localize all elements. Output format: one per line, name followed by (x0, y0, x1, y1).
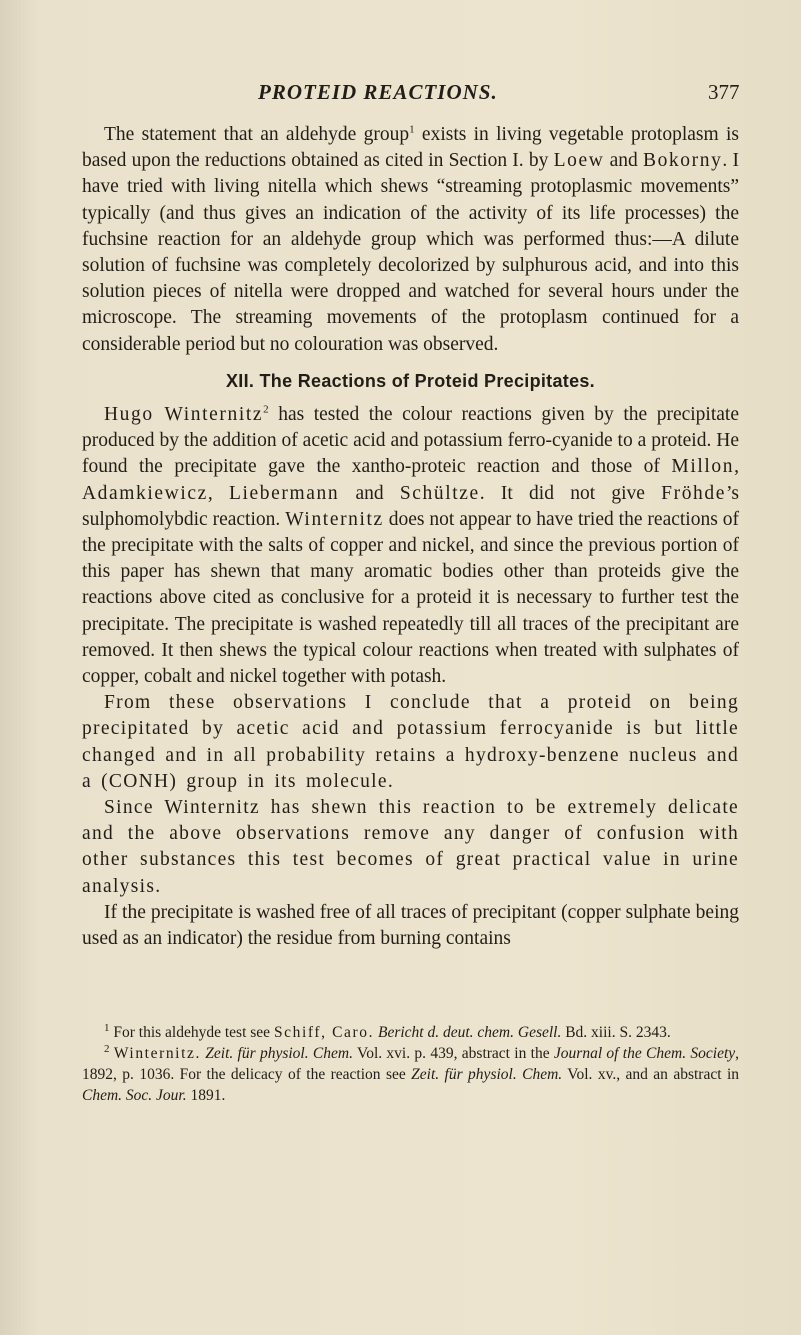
footnotes (82, 1022, 739, 1106)
page-number: 377 (708, 80, 740, 104)
paragraph-conclusion: From these observations I conclude that a proteid on being precipitated by acetic acid and potassium ferrocyanide is but little changed and in all probability retains a hydroxy-benzene nucleus and a (CONH) group in its molecule. (82, 692, 739, 792)
paragraph-aldehyde-test: The statement that an aldehyde group$^1$ exists in living vegetable protoplasm is based upon the reductions obtained as cited in Section I. by Loew and Bokorny. I have tried with living nitella which shews “streaming protoplasmic movements” typically (and thus gives an indication of the activity of its life processes) the fuchsine reaction for an aldehyde group which was performed thus:—A dilute solution of fuchsine was completely decolorized by sulphurous acid, and into this solution pieces of nitella were dropped and watched for several hours under the microscope. The streaming movements of the protoplasm continued for a considerable period but no colouration was observed. (82, 123, 740, 355)
body-text (82, 122, 739, 952)
paragraph-winternitz: Hugo Winternitz$^2$ has tested the colour reactions given by the precipitate produced by the addition of acetic acid and potassium ferro-cyanide to a proteid. He found the precipitate gave the xantho-proteic reaction and those of Millon, Adamkiewicz, Liebermann and Schültze. It did not give Fröhde’s sulphomolybdic reaction. Winternitz does not appear to have tried the reactions of the precipitate with the salts of copper and nickel, and since the previous portion of this paper has shewn that many aromatic bodies other than proteids give the reactions above cited as conclusive for a proteid it is necessary to further test the precipitate. The precipitate is washed repeatedly till all traces of the precipitant are removed. It then shews the typical colour reactions when treated with sulphates of copper, cobalt and nickel together with potash. (82, 403, 740, 688)
footnote-ref-1: 1 (409, 123, 415, 136)
footnote-1: $^1$ For this aldehyde test see Schiff, Caro. Bericht d. deut. chem. Gesell. Bd. xiii. S. 2343. (104, 1021, 671, 1041)
section-heading: XII. The Reactions of Proteid Precipitates. (226, 370, 595, 391)
paragraph-residue: If the precipitate is washed free of all traces of precipitant (copper sulphate being used as an indicator) the residue from burning contains (82, 901, 739, 950)
running-title: PROTEID REACTIONS. (258, 80, 498, 104)
paragraph-urine-analysis: Since Winternitz has shewn this reaction to be extremely delicate and the above observations remove any danger of confusion with other substances this test becomes of great practical value in urine analysis. (82, 797, 739, 897)
page-header (0, 80, 801, 110)
footnote-2: $^2$ Winternitz. Zeit. für physiol. Chem. Vol. xvi. p. 439, abstract in the Journal of the Chem. Society, 1892, p. 1036. For the delicacy of the reaction see Zeit. für physiol. Chem. Vol. xv., and an abstract in Chem. Soc. Jour. 1891. (82, 1042, 740, 1104)
footnote-ref-2: 2 (263, 403, 269, 416)
